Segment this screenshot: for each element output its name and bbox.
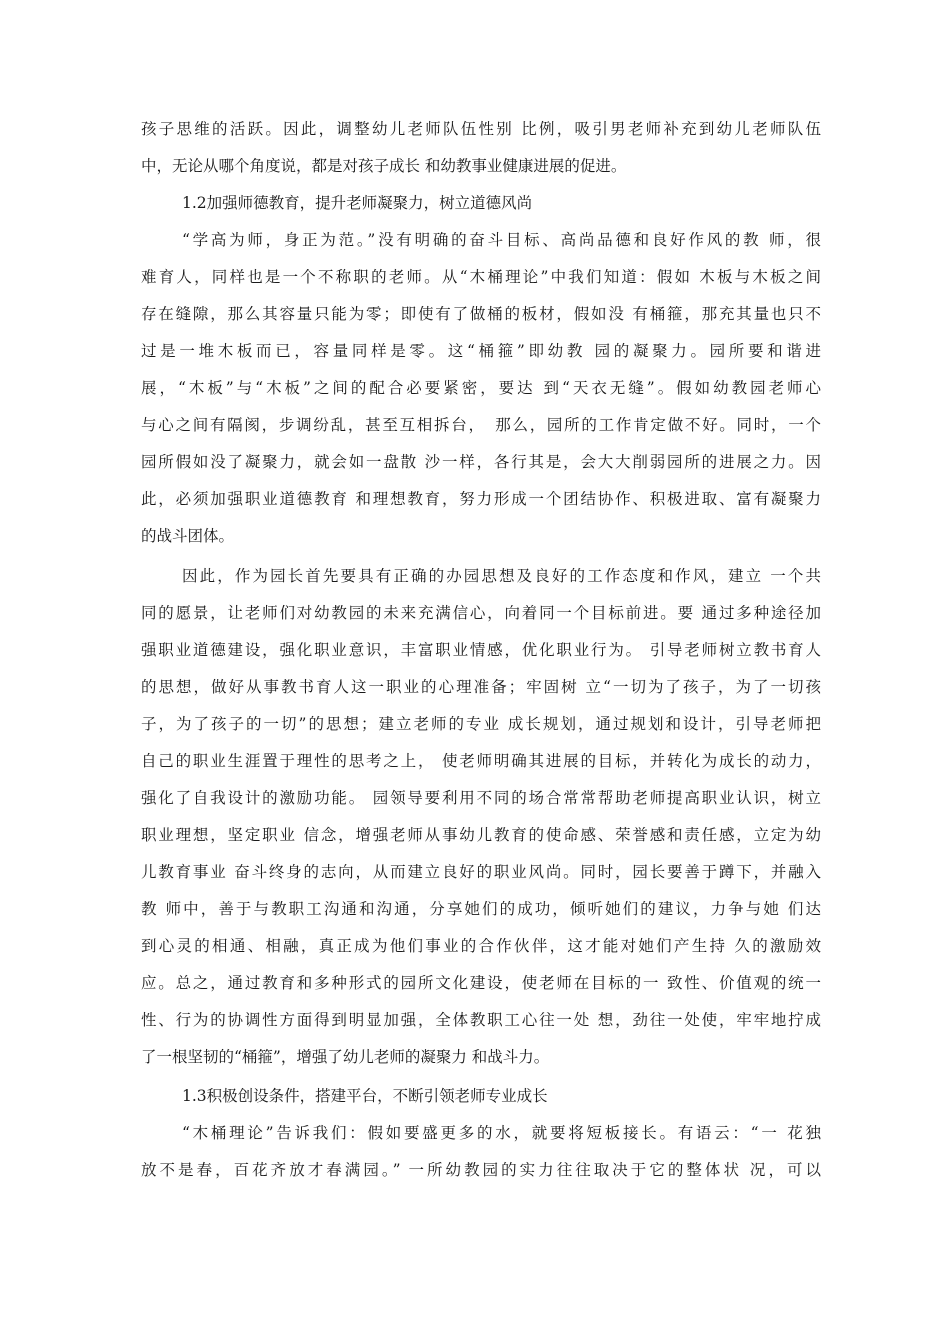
paragraph-line: 与心之间有隔阂，步调纷乱，甚至互相拆台， 那么，园所的工作肯定做不好。同时，一个 <box>141 416 821 434</box>
paragraph-line: “学高为师，身正为范。”没有明确的奋斗目标、高尚品德和良好作风的教 师，很 <box>182 231 821 249</box>
paragraph-line: 教 师中，善于与教职工沟通和沟通，分享她们的成功，倾听她们的建议，力争与她 们达 <box>141 900 821 918</box>
paragraph-line: 园所假如没了凝聚力，就会如一盘散 沙一样，各行其是，会大大削弱园所的进展之力。因 <box>141 453 821 471</box>
paragraph-line: 同的愿景，让老师们对幼教园的未来充满信心，向着同一个目标前进。要 通过多种途径加 <box>141 604 821 622</box>
paragraph-line: 放不是春，百花齐放才春满园。” 一所幼教园的实力往往取决于它的整体状 况，可以 <box>141 1161 821 1179</box>
paragraph-line: 应。总之，通过教育和多种形式的园所文化建设，使老师在目标的一 致性、价值观的统一 <box>141 974 821 992</box>
paragraph-line: 强化了自我设计的激励功能。 园领导要利用不同的场合常常帮助老师提高职业认识，树立 <box>141 789 821 807</box>
paragraph-line: 过是一堆木板而已，容量同样是零。这“桶箍”即幼教 园的凝聚力。园所要和谐进 <box>141 342 821 360</box>
paragraph-line: “木桶理论”告诉我们：假如要盛更多的水，就要将短板接长。有语云：“一 花独 <box>182 1124 821 1142</box>
paragraph-line: 中，无论从哪个角度说，都是对孩子成长 和幼教事业健康进展的促进。 <box>141 157 627 175</box>
paragraph-line: 强职业道德建设，强化职业意识，丰富职业情感，优化职业行为。 引导老师树立教书育人 <box>141 641 821 659</box>
paragraph-line: 存在缝隙，那么其容量只能为零；即使有了做桶的板材，假如没 有桶箍，那充其量也只不 <box>141 305 821 323</box>
paragraph-line: 性、行为的协调性方面得到明显加强，全体教职工心往一处 想，劲往一处使，牢牢地拧成 <box>141 1011 821 1029</box>
paragraph-line: 展，“木板”与“木板”之间的配合必要紧密，要达 到“天衣无缝”。假如幼教园老师心 <box>141 379 821 397</box>
paragraph-line: 了一根坚韧的“桶箍”，增强了幼儿老师的凝聚力 和战斗力。 <box>141 1048 550 1066</box>
section-heading-1-2: 1.2加强师德教育，提升老师凝聚力，树立道德风尚 <box>182 194 533 212</box>
paragraph-line: 因此，作为园长首先要具有正确的办园思想及良好的工作态度和作风，建立 一个共 <box>182 567 821 585</box>
paragraph-line: 自己的职业生涯置于理性的思考之上， 使老师明确其进展的目标，并转化为成长的动力， <box>141 752 821 770</box>
paragraph-line: 子，为了孩子的一切”的思想；建立老师的专业 成长规划，通过规划和设计，引导老师把 <box>141 715 821 733</box>
paragraph-line: 的思想，做好从事教书育人这一职业的心理准备；牢固树 立“一切为了孩子，为了一切孩 <box>141 678 821 696</box>
paragraph-line: 儿教育事业 奋斗终身的志向，从而建立良好的职业风尚。同时，园长要善于蹲下，并融入 <box>141 863 821 881</box>
paragraph-line: 难育人，同样也是一个不称职的老师。从“木桶理论”中我们知道：假如 木板与木板之间 <box>141 268 821 286</box>
paragraph-line: 孩子思维的活跃。因此，调整幼儿老师队伍性别 比例，吸引男老师补充到幼儿老师队伍 <box>141 120 821 138</box>
section-heading-1-3: 1.3积极创设条件，搭建平台，不断引领老师专业成长 <box>182 1087 548 1105</box>
paragraph-line: 此，必须加强职业道德教育 和理想教育，努力形成一个团结协作、积极进取、富有凝聚力 <box>141 490 821 508</box>
paragraph-line: 的战斗团体。 <box>141 527 235 545</box>
paragraph-line: 职业理想，坚定职业 信念，增强老师从事幼儿教育的使命感、荣誉感和责任感，立定为幼 <box>141 826 821 844</box>
paragraph-line: 到心灵的相通、相融，真正成为他们事业的合作伙伴，这才能对她们产生持 久的激励效 <box>141 937 821 955</box>
